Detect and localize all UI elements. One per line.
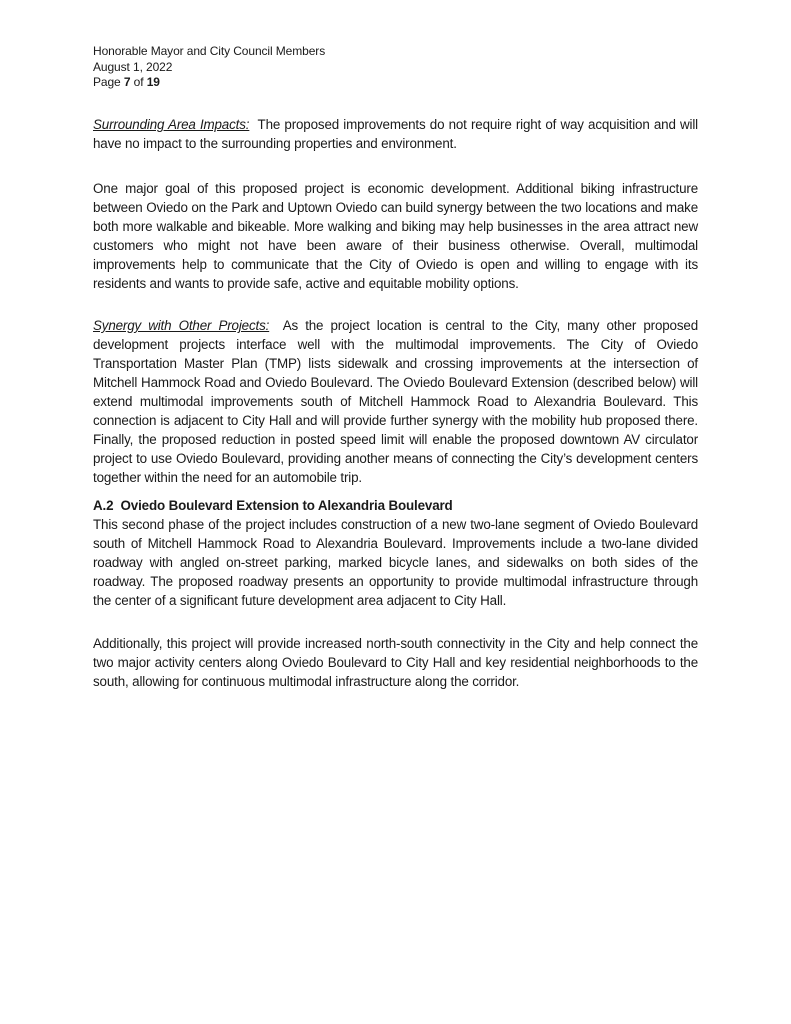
synergy-text: As the project location is central to the City, many other proposed development projects interface well with the multimodal improvements. The City of Oviedo Transportation Master Plan (TMP) lists sidewalk and crossing improvements at the intersection of Mitchell Hammock Road and Oviedo Boulevard. The Oviedo Boulevard Extension (described below) will extend multimodal improvements south of Mitchell Hammock Road to Alexandria Boulevard. This connection is adjacent to City Hall and will provide further synergy with the mobility hub proposed there. Finally, the proposed reduction in posted speed limit will enable the proposed downtown AV circulator project to use Oviedo Boulevard, providing another means of connecting the City’s development centers together within the need for an automobile trip. <box>93 318 702 485</box>
paragraph-connectivity: Additionally, this project will provide increased north-south connectivity in the City and help connect the two major activity centers along Oviedo Boulevard to City Hall and key residential neighborhoods to the south, allowing for continuous multimodal infrastructure along the corridor. <box>93 636 698 689</box>
section-heading-a2: A.2 Oviedo Boulevard Extension to Alexandria Boulevard <box>93 498 453 513</box>
page-prefix: Page <box>93 75 124 89</box>
surrounding-area-impacts-label: Surrounding Area Impacts: <box>93 117 250 132</box>
recipient-line: Honorable Mayor and City Council Members <box>93 44 326 58</box>
synergy-label: Synergy with Other Projects: <box>93 318 270 333</box>
paragraph-a2-description: This second phase of the project includes construction of a new two-lane segment of Oviedo Boulevard south of Mitchell Hammock Road to Alexandria Boulevard. Improvements include a two-lane divided roadway with angled on-street parking, marked bicycle lanes, and sidewalks on both sides of the roadway. The proposed roadway presents an opportunity to provide multimodal infrastructure through the center of a significant future development area adjacent to City Hall. <box>93 517 698 608</box>
document-page <box>93 44 702 689</box>
paragraph-economic-development: One major goal of this proposed project is economic development. Additional biking infrastructure between Oviedo on the Park and Uptown Oviedo can build synergy between the two locations and make both more walkable and bikeable. More walking and biking may help businesses in the area attract new customers who might not have been aware of their business otherwise. Overall, multimodal improvements help to communicate that the City of Oviedo is open and willing to engage with its residents and wants to provide safe, active and equitable mobility options. <box>93 181 698 291</box>
date-line: August 1, 2022 <box>93 59 173 74</box>
paragraph-surrounding-area-impacts <box>93 115 702 153</box>
page-of: of <box>130 75 147 89</box>
paragraph-synergy-with-other-projects <box>93 316 702 487</box>
page-current: 7 <box>123 75 131 89</box>
surrounding-area-impacts-text: The proposed improvements do not require right of way acquisition and will have no impact to the surrounding properties and environment. <box>93 117 702 151</box>
letter-header <box>93 44 698 91</box>
page-number-line <box>93 75 698 91</box>
page-total: 19 <box>146 75 160 89</box>
